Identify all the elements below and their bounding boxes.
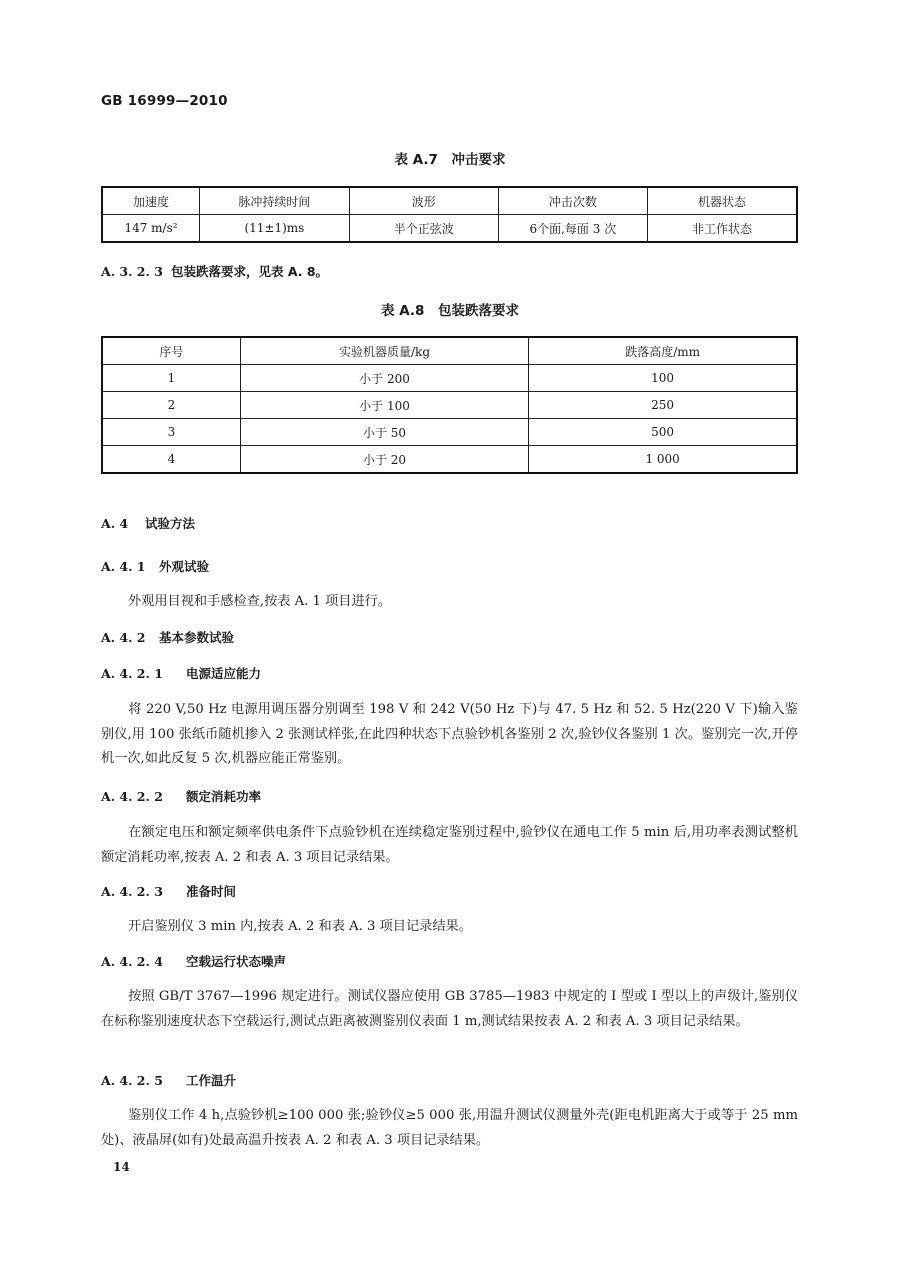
table-row <box>102 419 797 446</box>
clause-text: 包装跌落要求，见表 A. 8。 <box>171 264 329 279</box>
section-a424-body <box>101 985 798 1034</box>
table-header-cell: 加速度 <box>102 187 200 215</box>
section-title: 额定消耗功率 <box>186 789 262 804</box>
clause-number: A. 3. 2. 3 <box>101 264 163 279</box>
section-a422-heading <box>101 787 261 805</box>
paragraph-text: 将 220 V,50 Hz 电源用调压器分别调至 198 V 和 242 V(50 Hz 下)与 47. 5 Hz 和 52. 5 Hz(220 V 下)输入鉴别仪,用 100 张纸币随机掺入 2 张测试样张,在此四种状态下点验钞机各鉴别 2 次,验钞仪各鉴别 1 次。鉴别完一次,开停机一次,如此反复 5 次,机器应能正常鉴别。 <box>101 702 798 766</box>
section-a424-heading <box>101 952 286 970</box>
table-cell: 1 <box>102 365 240 392</box>
paragraph-text: 外观用目视和手感检查,按表 A. 1 项目进行。 <box>128 594 392 609</box>
section-number: A. 4. 2. 4 <box>101 954 163 969</box>
table-row <box>102 365 797 392</box>
document-id: GB 16999—2010 <box>101 93 228 109</box>
paragraph-text: 鉴别仪工作 4 h,点验钞机≥100 000 张;验钞仪≥5 000 张,用温升测试仪测量外壳(距电机距离大于或等于 25 mm 处)、液晶屏(如有)处最高温升按表 A. 2 和表 A. 3 项目记录结果。 <box>101 1108 798 1148</box>
table-header-cell: 序号 <box>102 337 240 365</box>
section-title: 外观试验 <box>159 559 210 574</box>
table-cell: 小于 20 <box>240 446 528 474</box>
section-number: A. 4. 2. 5 <box>101 1073 163 1088</box>
section-title: 电源适应能力 <box>186 666 262 681</box>
table-row <box>102 446 797 474</box>
section-title: 工作温升 <box>186 1073 237 1088</box>
table-row <box>102 392 797 419</box>
table-header-cell: 冲击次数 <box>498 187 647 215</box>
clause-a323 <box>101 262 328 280</box>
table-header-row <box>102 187 797 215</box>
table-cell: 小于 200 <box>240 365 528 392</box>
table-header-cell: 实验机器质量/kg <box>240 337 528 365</box>
section-number: A. 4. 2. 3 <box>101 884 163 899</box>
section-a41-body <box>101 590 798 615</box>
section-number: A. 4. 2. 2 <box>101 789 163 804</box>
table-cell: 100 <box>529 365 797 392</box>
section-title: 试验方法 <box>145 516 196 531</box>
section-a421-heading <box>101 664 261 682</box>
table-a8 <box>101 336 798 474</box>
table-cell: 3 <box>102 419 240 446</box>
section-a425-heading <box>101 1071 236 1089</box>
paragraph-text: 在额定电压和额定频率供电条件下点验钞机在连续稳定鉴别过程中,验钞仪在通电工作 5 min 后,用功率表测试整机额定消耗功率,按表 A. 2 和表 A. 3 项目记录结果。 <box>101 825 798 865</box>
table-a7-title: 表 A.7 冲击要求 <box>394 152 506 168</box>
table-header-cell: 跌落高度/mm <box>529 337 797 365</box>
table-cell: 小于 50 <box>240 419 528 446</box>
section-a4-heading <box>101 514 195 532</box>
section-number: A. 4. 1 <box>101 559 146 574</box>
section-title: 准备时间 <box>186 884 237 899</box>
table-cell: 500 <box>529 419 797 446</box>
section-a423-heading <box>101 882 236 900</box>
section-a42-heading <box>101 628 234 646</box>
section-a422-body <box>101 821 798 870</box>
table-cell: 2 <box>102 392 240 419</box>
table-row <box>102 215 797 243</box>
section-number: A. 4. 2. 1 <box>101 666 163 681</box>
table-header-row <box>102 337 797 365</box>
table-a7 <box>101 186 798 243</box>
table-cell: 小于 100 <box>240 392 528 419</box>
table-cell: 非工作状态 <box>647 215 797 243</box>
table-cell: 250 <box>529 392 797 419</box>
table-header-cell: 机器状态 <box>647 187 797 215</box>
section-a423-body <box>101 915 798 940</box>
table-cell: 4 <box>102 446 240 474</box>
section-a421-body <box>101 698 798 772</box>
table-header-cell: 脉冲持续时间 <box>200 187 350 215</box>
section-number: A. 4 <box>101 516 129 531</box>
section-a425-body <box>101 1104 798 1153</box>
table-header-cell: 波形 <box>349 187 498 215</box>
page-number: 14 <box>113 1160 130 1174</box>
table-cell: 1 000 <box>529 446 797 474</box>
paragraph-text: 开启鉴别仪 3 min 内,按表 A. 2 和表 A. 3 项目记录结果。 <box>128 919 472 934</box>
section-a41-heading <box>101 557 209 575</box>
section-title: 基本参数试验 <box>159 630 235 645</box>
table-cell: (11±1)ms <box>200 215 350 243</box>
table-cell: 147 m/s² <box>102 215 200 243</box>
table-cell: 6个面,每面 3 次 <box>498 215 647 243</box>
table-cell: 半个正弦波 <box>349 215 498 243</box>
paragraph-text: 按照 GB/T 3767—1996 规定进行。测试仪器应使用 GB 3785—1983 中规定的 Ⅰ 型或 Ⅰ 型以上的声级计,鉴别仪在标称鉴别速度状态下空载运行,测试点距离被测鉴别仪表面 1 m,测试结果按表 A. 2 和表 A. 3 项目记录结果。 <box>101 989 798 1029</box>
table-a8-title: 表 A.8 包装跌落要求 <box>381 303 519 319</box>
section-number: A. 4. 2 <box>101 630 146 645</box>
section-title: 空载运行状态噪声 <box>186 954 287 969</box>
